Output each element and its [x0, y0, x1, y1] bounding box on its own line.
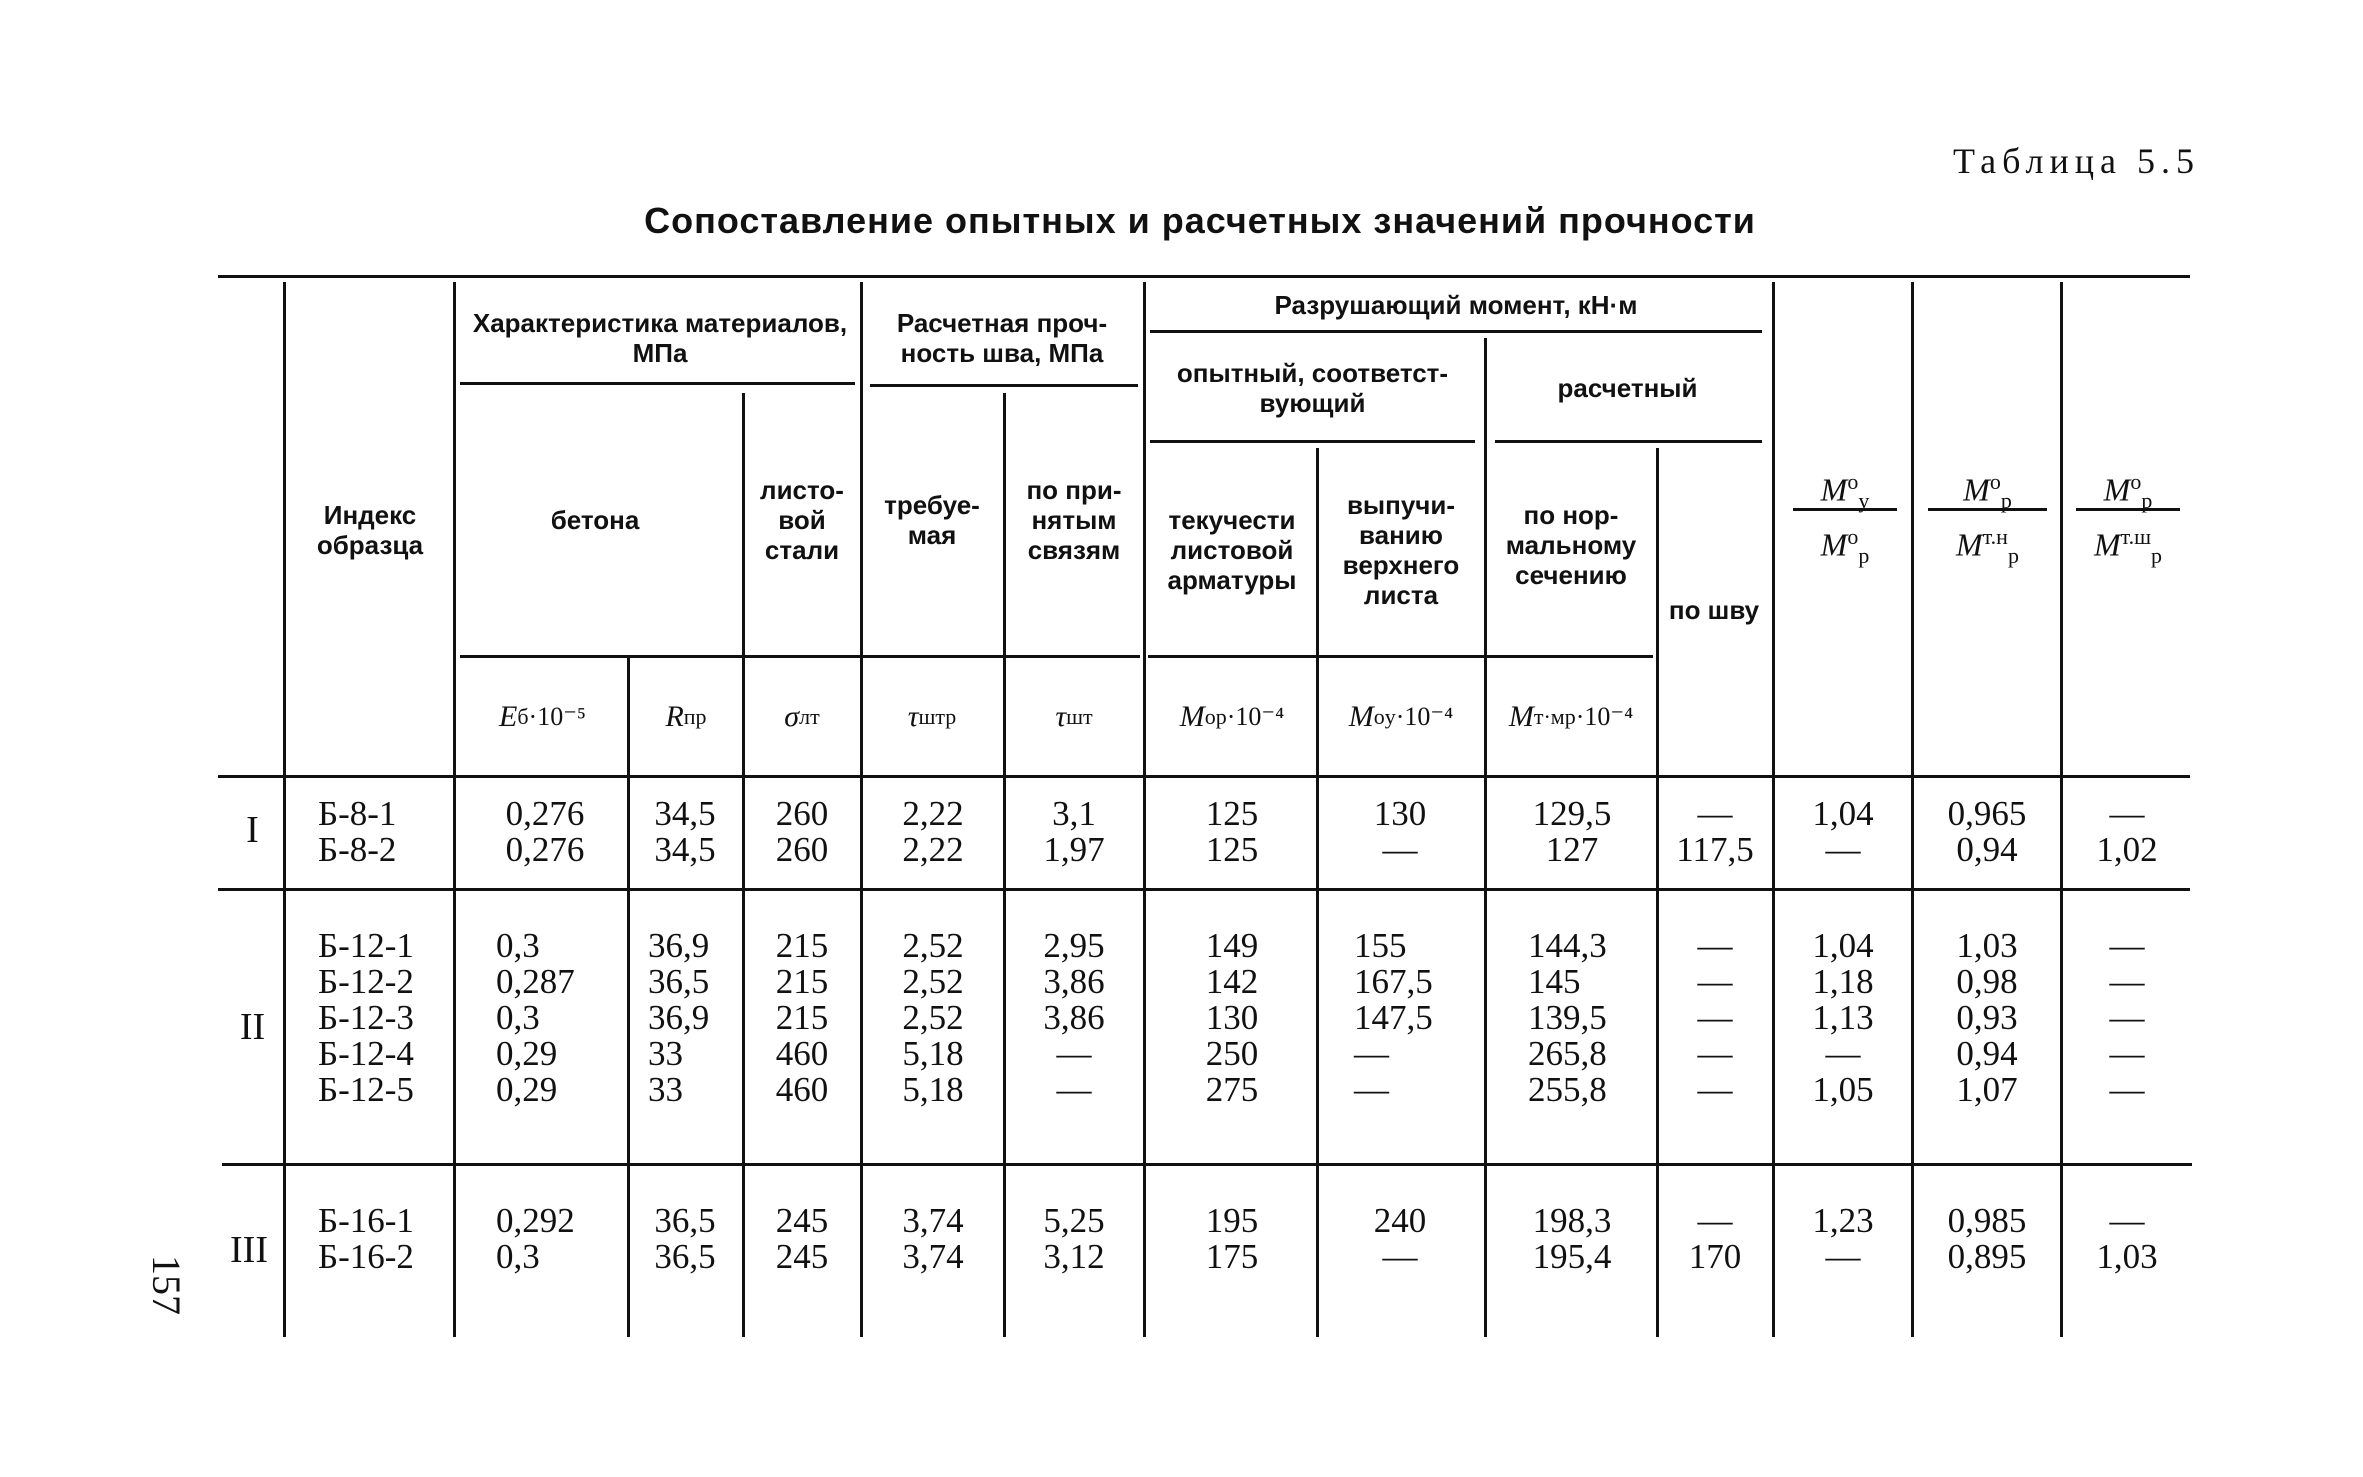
- m-normal-cell: 198,3 195,4: [1532, 1201, 1612, 1276]
- header-yield: текучести листовой арматуры: [1167, 505, 1297, 595]
- header-sheet-steel: листо-вой стали: [760, 475, 844, 565]
- header-seam-strength: Расчетная проч-ность шва, МПа: [896, 308, 1108, 368]
- ratio1-cell: 1,04 1,18 1,13 — 1,05: [1812, 926, 1874, 1109]
- ratio3-cell: — — — — —: [2109, 926, 2145, 1109]
- header-normal-section: по нор-мальному сечению: [1505, 500, 1637, 590]
- ratio3-cell: — 1,02: [2096, 794, 2158, 869]
- page-number: 157: [144, 1255, 189, 1315]
- ratio2-cell: 1,03 0,98 0,93 0,94 1,07: [1956, 926, 2018, 1109]
- m-normal-cell: 129,5 127: [1532, 794, 1612, 869]
- rule-header-bottom: [218, 775, 2190, 778]
- symbol-m-yield: M о р ·10⁻⁴: [1179, 700, 1285, 733]
- index-cell: Б-16-1 Б-16-2: [318, 1201, 414, 1276]
- table-caption: Таблица 5.5: [1953, 141, 2200, 181]
- e-cell: 0,276 0,276: [505, 794, 585, 869]
- header-concrete: бетона: [550, 505, 640, 535]
- e-cell: 0,292 0,3: [496, 1201, 575, 1276]
- series-label: III: [230, 1229, 268, 1271]
- m-yield-cell: 125 125: [1205, 794, 1259, 869]
- symbol-m-normal: M т·м р ·10⁻⁴: [1508, 700, 1634, 733]
- ratio3-cell: — 1,03: [2096, 1201, 2158, 1276]
- e-cell: 0,3 0,287 0,3 0,29 0,29: [496, 926, 575, 1109]
- header-materials: Характеристика материалов, МПа: [472, 308, 848, 368]
- sigma-cell: 245 245: [775, 1201, 829, 1276]
- header-by-ties: по при-нятым связям: [1026, 475, 1122, 565]
- series-label: I: [246, 809, 259, 851]
- sigma-cell: 215 215 215 460 460: [775, 926, 829, 1109]
- ratio1-cell: 1,23 —: [1812, 1201, 1874, 1276]
- r-cell: 36,5 36,5: [654, 1201, 716, 1276]
- ratio2-cell: 0,965 0,94: [1947, 794, 2027, 869]
- header-calculated: расчетный: [1557, 372, 1698, 403]
- sigma-cell: 260 260: [775, 794, 829, 869]
- m-yield-cell: 149 142 130 250 275: [1205, 926, 1259, 1109]
- tau-required-cell: 3,74 3,74: [902, 1201, 964, 1276]
- ratio-header-3: $M^о_р$ $M^{т.ш}_р$: [2068, 460, 2188, 559]
- tau-required-cell: 2,22 2,22: [902, 794, 964, 869]
- tau-accepted-cell: 2,95 3,86 3,86 — —: [1043, 926, 1105, 1109]
- ratio2-cell: 0,985 0,895: [1947, 1201, 2027, 1276]
- m-seam-cell: — 170: [1688, 1201, 1742, 1276]
- tau-accepted-cell: 5,25 3,12: [1043, 1201, 1105, 1276]
- rule-group-1: [218, 888, 2190, 891]
- header-buckling: выпучи-ванию верхнего листа: [1342, 490, 1460, 610]
- symbol-r: R пр: [665, 700, 707, 733]
- m-normal-cell: 144,3 145 139,5 265,8 255,8: [1528, 926, 1607, 1109]
- symbol-tau-required: τ ш тр: [907, 700, 957, 733]
- symbol-sigma: σ л т: [784, 700, 820, 733]
- m-yield-cell: 195 175: [1205, 1201, 1259, 1276]
- index-cell: Б-8-1 Б-8-2: [318, 794, 397, 869]
- symbol-tau-accepted: τ ш т: [1055, 700, 1093, 733]
- m-seam-cell: — 117,5: [1676, 794, 1754, 869]
- ratio1-cell: 1,04 —: [1812, 794, 1874, 869]
- symbol-m-buckling: M о у ·10⁻⁴: [1348, 700, 1454, 733]
- series-label: II: [239, 1006, 266, 1048]
- r-cell: 36,9 36,5 36,9 33 33: [648, 926, 710, 1109]
- tau-required-cell: 2,52 2,52 2,52 5,18 5,18: [902, 926, 964, 1109]
- m-buckling-cell: 240 —: [1373, 1201, 1427, 1276]
- index-cell: Б-12-1 Б-12-2 Б-12-3 Б-12-4 Б-12-5: [318, 926, 414, 1109]
- header-index: Индекс образца: [316, 500, 424, 560]
- r-cell: 34,5 34,5: [654, 794, 716, 869]
- m-buckling-cell: 130 —: [1373, 794, 1427, 869]
- ratio-header-1: $M^о_у$ $M^о_р$: [1785, 460, 1905, 559]
- ratio-header-2: $M^о_р$ $M^{т.н}_р$: [1920, 460, 2055, 559]
- header-experimental: опытный, соответст-вующий: [1176, 357, 1449, 418]
- rule-top: [218, 275, 2190, 278]
- tau-accepted-cell: 3,1 1,97: [1043, 794, 1105, 869]
- header-required: требуе-мая: [884, 490, 980, 550]
- m-seam-cell: — — — — —: [1697, 926, 1733, 1109]
- symbol-e: E б ·10⁻⁵: [499, 700, 586, 733]
- rule-group-2: [222, 1163, 2192, 1166]
- table-title: Сопоставление опытных и расчетных значений прочности: [644, 200, 1756, 241]
- m-buckling-cell: 155 167,5 147,5 — —: [1354, 926, 1433, 1109]
- header-moment: Разрушающий момент, кН·м: [1274, 289, 1638, 320]
- header-by-seam: по шву: [1668, 595, 1760, 625]
